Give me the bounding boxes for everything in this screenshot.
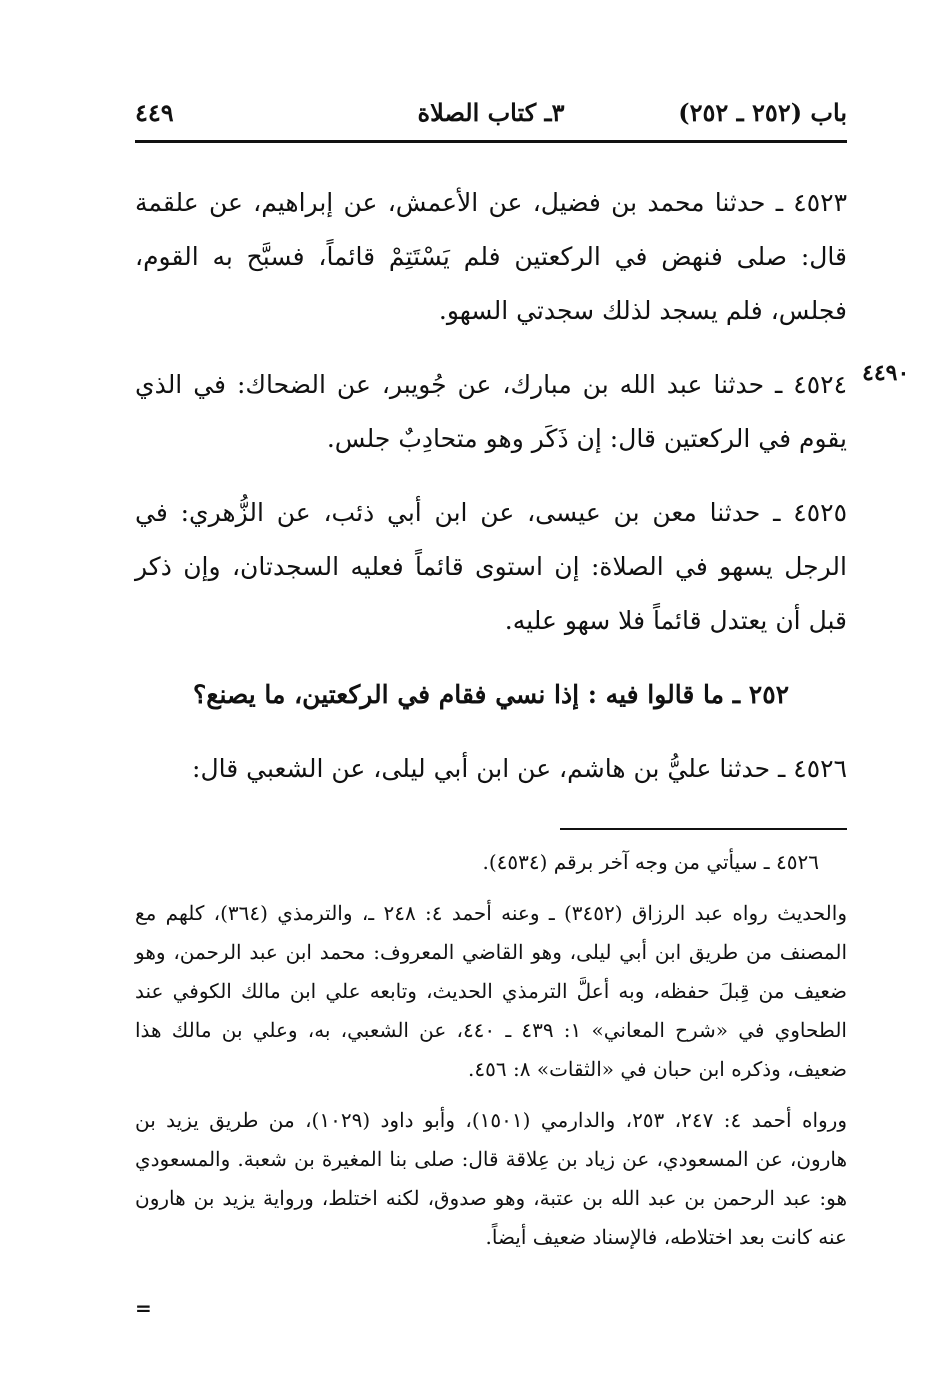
margin-note: ٤٤٩٠ [862,360,910,386]
book-title: ٣ـ كتاب الصلاة [417,98,565,127]
header-rule [135,140,847,143]
footnote-paragraph: ٤٥٢٦ ـ سيأتي من وجه آخر برقم (٤٥٣٤). [482,850,819,874]
chapter-heading: ٢٥٢ ـ ما قالوا فيه : إذا نسي فقام في الركعتين، ما يصنع؟ [192,680,790,709]
main-text [135,176,847,796]
footnotes [135,843,847,1257]
hadith-paragraph: ٤٥٢٥ ـ حدثنا معن بن عيسى، عن ابن أبي ذئب، عن الزُّهري: في الرجل يسهو في الصلاة: إن استوى قائماً فعليه السجدتان، وإن ذكر قبل أن يعتدل قائماً فلا سهو عليه. [135,498,847,635]
page-number: ٤٤٩ [135,98,174,127]
hadith-paragraph: ٤٥٢٣ ـ حدثنا محمد بن فضيل، عن الأعمش، عن إبراهيم، عن علقمة قال: صلى فنهض في الركعتين فلم يَسْتَتِمْ قائماً، فسبَّح به القوم، فجلس، فلم يسجد لذلك سجدتي السهو. [135,188,847,325]
continuation-mark: = [135,1296,152,1320]
hadith-paragraph: ٤٥٢٤ ـ حدثنا عبد الله بن مبارك، عن جُويبر، عن الضحاك: في الذي يقوم في الركعتين قال: إن ذَكَر وهو متحادِبٌ جلس. [135,370,847,453]
page-header [135,98,847,138]
footnote-paragraph: والحديث رواه عبد الرزاق (٣٤٥٢) ـ وعنه أحمد ٤: ٢٤٨ ـ، والترمذي (٣٦٤)، كلهم مع المصنف من طريق ابن أبي ليلى، وهو القاضي المعروف: محمد ابن عبد الرحمن، وهو ضعيف من قِبلَ حفظه، وبه أعلَّ الترمذي الحديث، وتابعه علي ابن مالك الكوفي عند الطحاوي في «شرح المعاني» ١: ٤٣٩ ـ ٤٤٠، عن الشعبي، به، وعلي بن مالك هذا ضعيف، وذكره ابن حبان في «الثقات» ٨: ٤٥٦. [135,901,847,1081]
footnote-separator [560,828,847,830]
footnote-paragraph: ورواه أحمد ٤: ٢٤٧، ٢٥٣، والدارمي (١٥٠١)، وأبو داود (١٠٢٩)، من طريق يزيد بن هارون، عن المسعودي، عن زياد بن عِلاقة قال: صلى بنا المغيرة بن شعبة. والمسعودي هو: عبد الرحمن بن عبد الله بن عتبة، وهو صدوق، لكنه اختلط، ورواية يزيد بن هارون عنه كانت بعد اختلاطه، فالإسناد ضعيف أيضاً. [135,1108,847,1249]
hadith-paragraph: ٤٥٢٦ ـ حدثنا عليُّ بن هاشم، عن ابن أبي ليلى، عن الشعبي قال: [192,754,847,783]
chapter-range: باب (٢٥٢ ـ ٢٥٢) [678,98,847,127]
